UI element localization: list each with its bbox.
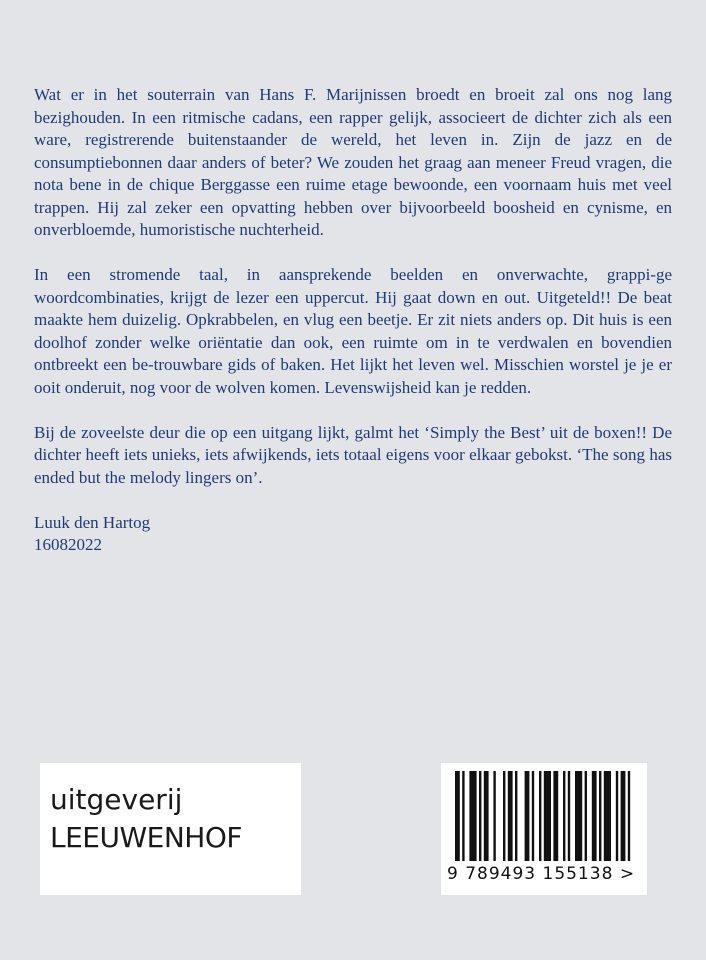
isbn-number: 9 789493 155138 > [447,864,636,884]
isbn-barcode [441,763,647,895]
blurb-text [34,84,672,557]
barcode-bars [449,771,639,863]
publisher-logo-line1: uitgeverij [50,783,183,816]
blurb-paragraph-1: Wat er in het souterrain van Hans F. Marijnissen broedt en broeit zal ons nog lang bezighouden. In een ritmische cadans, een rapper gelijk, associeert de dichter zich als een ware, registrerende buitenstaander de wereld, het leven in. Zijn de jazz en de consumptiebonnen daar anders of beter? We zouden het graag aan meneer Freud vragen, die nota bene in de chique Berggasse een ruime etage bewoonde, een voornaam huis met veel trappen. Hij zal zeker een opvatting hebben over bijvoorbeeld boosheid en cynisme, en onverbloemde, humoristische nuchterheid. [34,85,672,239]
author-signature: Luuk den Hartog [34,512,151,532]
publisher-logo-line2: LEEUWENHOF [50,821,242,854]
blurb-paragraph-2: In een stromende taal, in aansprekende beelden en onverwachte, grappi-ge woordcombinaties, krijgt de lezer een uppercut. Hij gaat down en out. Uitgeteld!! De beat maakte hem duizelig. Opkrabbelen, en vlug een beetje. Er zit niets anders op. Dit huis is een doolhof zonder welke oriëntatie dan ook, een ruimte om in te verdwalen en bovendien ontbreekt een be-trouwbare gids of baken. Het lijkt het leven wel. Misschien worstel je je er ooit onderuit, nog voor de wolven komen. Levenswijsheid kan je redden. [34,265,672,397]
blurb-paragraph-3: Bij de zoveelste deur die op een uitgang lijkt, galmt het ‘Simply the Best’ uit de boxen!! De dichter heeft iets unieks, iets afwijkends, iets totaal eigens voor elkaar gebokst. ‘The song has ended but the melody lingers on’. [34,422,672,487]
publisher-logo [40,763,301,895]
signature-date: 16082022 [34,535,102,554]
